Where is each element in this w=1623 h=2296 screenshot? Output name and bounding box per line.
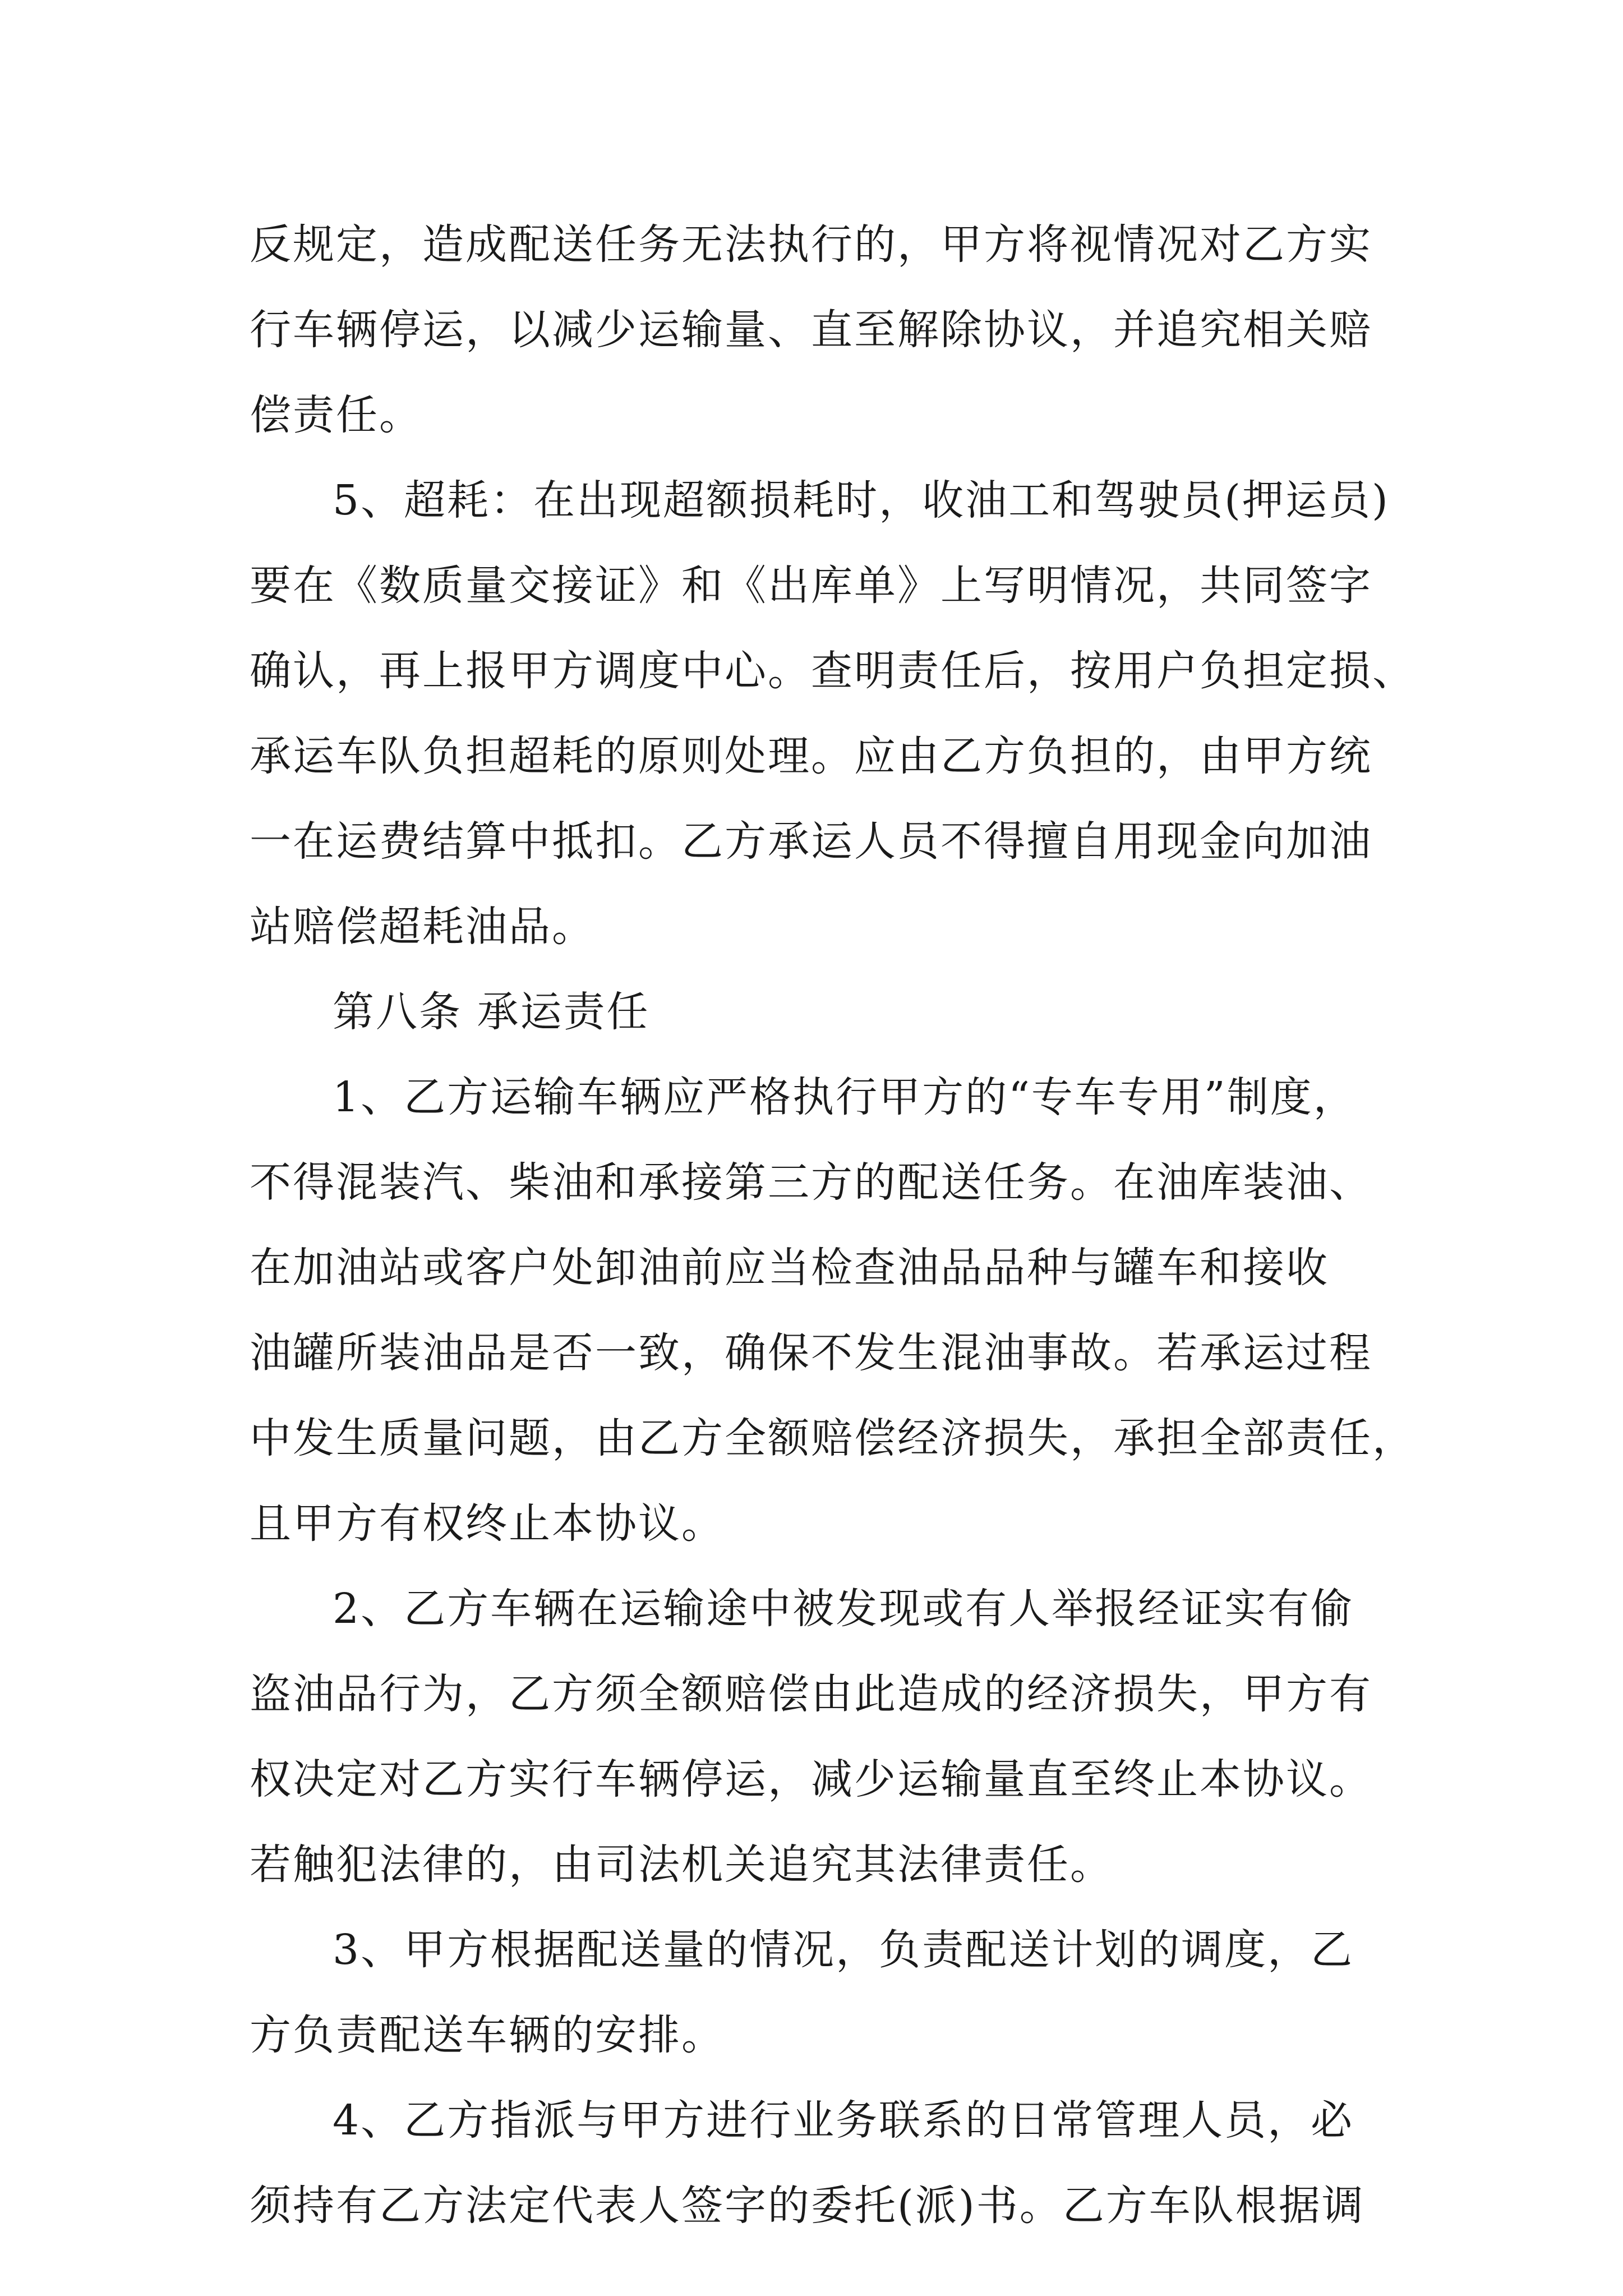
text-line: 若触犯法律的，由司法机关追究其法律责任。 — [250, 1841, 1113, 1889]
text-line: 盗油品行为，乙方须全额赔偿由此造成的经济损失，甲方有 — [250, 1670, 1372, 1718]
text-line: 确认，再上报甲方调度中心。查明责任后，按用户负担定损、 — [250, 647, 1415, 695]
text-line: 1、乙方运输车辆应严格执行甲方的“专车专用”制度， — [333, 1073, 1357, 1121]
text-line: 方负责配送车辆的安排。 — [250, 2011, 725, 2059]
text-line: 承运车队负担超耗的原则处理。应由乙方负担的，由甲方统 — [250, 732, 1372, 780]
text-line: 不得混装汽、柴油和承接第三方的配送任务。在油库装油、 — [250, 1158, 1372, 1207]
text-line: 反规定，造成配送任务无法执行的，甲方将视情况对乙方实 — [250, 220, 1372, 269]
text-line: 要在《数质量交接证》和《出库单》上写明情况，共同签字 — [250, 562, 1372, 610]
text-line: 在加油站或客户处卸油前应当检查油品品种与罐车和接收 — [250, 1244, 1329, 1292]
text-line: 须持有乙方法定代表人签字的委托(派)书。乙方车队根据调 — [250, 2182, 1365, 2230]
text-line: 站赔偿超耗油品。 — [250, 903, 595, 951]
document-body — [250, 202, 1415, 2248]
text-line: 5、超耗：在出现超额损耗时，收油工和驾驶员(押运员) — [333, 476, 1390, 524]
text-line: 偿责任。 — [250, 391, 422, 439]
text-line: 2、乙方车辆在运输途中被发现或有人举报经证实有偷 — [333, 1585, 1354, 1633]
text-line: 中发生质量问题，由乙方全额赔偿经济损失，承担全部责任， — [250, 1414, 1415, 1462]
text-line: 行车辆停运，以减少运输量、直至解除协议，并追究相关赔 — [250, 306, 1372, 354]
text-line: 3、甲方根据配送量的情况，负责配送计划的调度，乙 — [333, 1926, 1354, 1974]
text-line: 且甲方有权终止本协议。 — [250, 1499, 725, 1548]
text-line: 油罐所装油品是否一致，确保不发生混油事故。若承运过程 — [250, 1329, 1372, 1377]
text-line: 第八条 承运责任 — [333, 988, 650, 1036]
text-line: 权决定对乙方实行车辆停运，减少运输量直至终止本协议。 — [250, 1755, 1372, 1803]
text-line: 4、乙方指派与甲方进行业务联系的日常管理人员，必 — [333, 2096, 1354, 2145]
text-line: 一在运费结算中抵扣。乙方承运人员不得擅自用现金向加油 — [250, 817, 1372, 866]
